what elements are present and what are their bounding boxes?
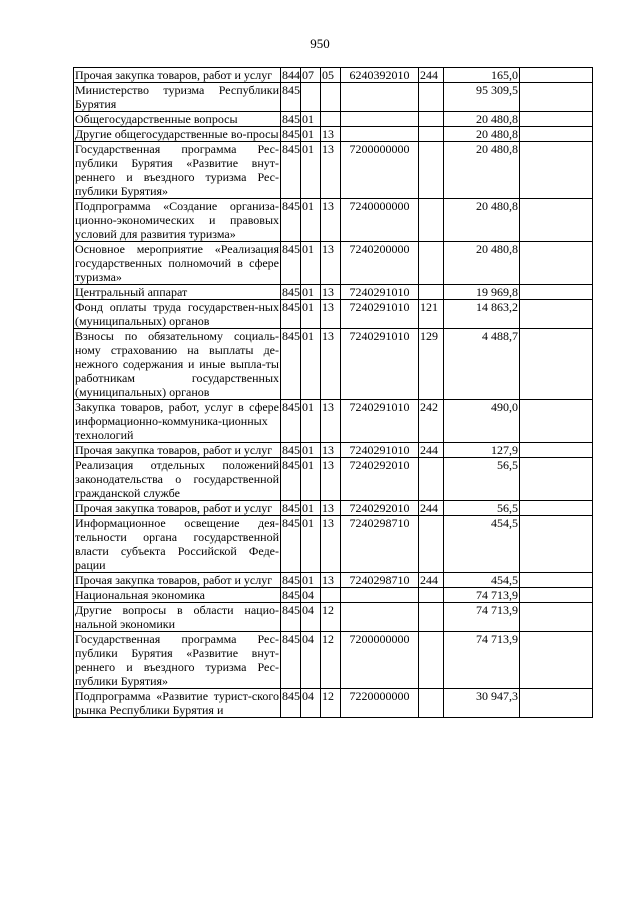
row-target-article-cell: 6240392010 (341, 68, 419, 83)
row-subsection-cell: 13 (321, 199, 341, 242)
row-section-cell: 04 (301, 689, 321, 718)
table-row (74, 573, 593, 588)
row-subsection-cell: 13 (321, 501, 341, 516)
row-amount-cell: 14 863,2 (444, 300, 520, 329)
row-expense-type-cell: 129 (419, 329, 444, 400)
row-admin-code-cell: 845 (282, 112, 300, 126)
row-section-cell: 01 (301, 516, 321, 573)
row-target-article-cell: 7240298710 (341, 516, 419, 573)
table-row (74, 458, 593, 501)
row-name-cell: Министерство туризма Республики Бурятия (75, 83, 279, 111)
row-amount-cell: 454,5 (444, 573, 520, 588)
row-empty-cell (520, 689, 593, 718)
row-name-cell: Основное мероприятие «Реализация государственных полномочий в сфере туризма» (75, 242, 279, 284)
row-empty-cell (520, 142, 593, 199)
budget-table (73, 67, 593, 718)
row-section-cell: 01 (301, 573, 321, 588)
row-admin-code-cell: 845 (282, 588, 300, 602)
row-admin-code-cell: 845 (282, 127, 300, 141)
table-row (74, 329, 593, 400)
row-target-article-cell: 7240292010 (341, 501, 419, 516)
row-subsection-cell (321, 588, 341, 603)
table-row (74, 603, 593, 632)
row-expense-type-cell (419, 112, 444, 127)
table-row (74, 689, 593, 718)
row-subsection-cell: 12 (321, 632, 341, 689)
row-admin-code-cell: 845 (282, 285, 300, 299)
row-target-article-cell (341, 588, 419, 603)
row-expense-type-cell (419, 142, 444, 199)
row-amount-cell: 74 713,9 (444, 603, 520, 632)
row-empty-cell (520, 588, 593, 603)
row-name-cell: Государственная программа Рес-публики Бурятия «Развитие внут-реннего и въездного туризма Рес-публики Бурятия» (75, 142, 279, 198)
row-section-cell: 01 (301, 329, 321, 400)
row-subsection-cell: 13 (321, 142, 341, 199)
row-amount-cell: 127,9 (444, 443, 520, 458)
row-name-cell: Прочая закупка товаров, работ и услуг (74, 501, 281, 516)
row-subsection-cell (321, 112, 341, 127)
row-name-cell: Другие вопросы в области нацио-нальной экономики (75, 603, 279, 631)
table-row (74, 127, 593, 142)
row-empty-cell (520, 458, 593, 501)
row-admin-code-cell: 845 (282, 573, 300, 587)
row-admin-code-cell: 845 (282, 443, 300, 457)
row-section-cell: 01 (301, 443, 321, 458)
row-empty-cell (520, 603, 593, 632)
row-empty-cell (520, 573, 593, 588)
row-empty-cell (520, 83, 593, 112)
row-amount-cell: 95 309,5 (444, 83, 520, 112)
row-expense-type-cell: 244 (419, 443, 444, 458)
row-admin-code-cell: 845 (281, 458, 301, 501)
row-empty-cell (520, 632, 593, 689)
row-name-cell: Центральный аппарат (74, 285, 281, 300)
row-name-cell: Прочая закупка товаров, работ и услуг (74, 443, 281, 458)
row-target-article-cell: 7240291010 (341, 329, 419, 400)
row-amount-cell: 165,0 (444, 68, 520, 83)
row-empty-cell (520, 127, 593, 142)
row-amount-cell: 19 969,8 (444, 285, 520, 300)
row-expense-type-cell: 244 (419, 68, 444, 83)
table-row (74, 112, 593, 127)
row-empty-cell (520, 300, 593, 329)
row-section-cell: 04 (301, 603, 321, 632)
row-amount-cell: 74 713,9 (444, 588, 520, 603)
row-subsection-cell: 12 (321, 603, 341, 632)
row-name-cell: Информационное освещение дея-тельности органа государственной власти субъекта Российской Феде-рации (75, 516, 279, 572)
table-row (74, 516, 593, 573)
table-row (74, 199, 593, 242)
row-subsection-cell: 13 (321, 458, 341, 501)
row-amount-cell: 20 480,8 (444, 242, 520, 285)
row-amount-cell: 30 947,3 (444, 689, 520, 718)
row-section-cell: 01 (301, 501, 321, 516)
row-expense-type-cell: 121 (419, 300, 444, 329)
row-empty-cell (520, 400, 593, 443)
row-target-article-cell: 7240291010 (341, 443, 419, 458)
row-section-cell: 01 (301, 199, 321, 242)
row-empty-cell (520, 68, 593, 83)
row-name-cell: Взносы по обязательному социаль-ному страхованию на выплаты де-нежного содержания и иные выпла-ты работникам государственных (муниципальных) органов (75, 329, 279, 399)
row-subsection-cell: 13 (321, 516, 341, 573)
row-expense-type-cell (419, 588, 444, 603)
row-subsection-cell: 13 (321, 242, 341, 285)
row-target-article-cell: 7240291010 (341, 300, 419, 329)
row-amount-cell: 20 480,8 (444, 127, 520, 142)
row-empty-cell (520, 285, 593, 300)
row-target-article-cell (341, 112, 419, 127)
row-amount-cell: 20 480,8 (444, 142, 520, 199)
row-target-article-cell: 7200000000 (341, 142, 419, 199)
row-admin-code-cell: 845 (281, 242, 301, 285)
row-amount-cell: 4 488,7 (444, 329, 520, 400)
row-target-article-cell: 7240292010 (341, 458, 419, 501)
row-expense-type-cell (419, 603, 444, 632)
row-amount-cell: 20 480,8 (444, 112, 520, 127)
row-name-cell: Закупка товаров, работ, услуг в сфере информационно-коммуника-ционных технологий (75, 400, 279, 442)
table-row (74, 285, 593, 300)
row-section-cell: 04 (301, 588, 321, 603)
row-expense-type-cell (419, 127, 444, 142)
row-expense-type-cell (419, 689, 444, 718)
row-amount-cell: 74 713,9 (444, 632, 520, 689)
row-name-cell: Прочая закупка товаров, работ и услуг (74, 68, 281, 83)
row-subsection-cell: 12 (321, 689, 341, 718)
row-empty-cell (520, 501, 593, 516)
row-empty-cell (520, 329, 593, 400)
row-subsection-cell: 13 (321, 300, 341, 329)
row-section-cell: 01 (301, 285, 321, 300)
row-name-cell: Прочая закупка товаров, работ и услуг (74, 573, 281, 588)
row-amount-cell: 56,5 (444, 501, 520, 516)
row-target-article-cell (341, 127, 419, 142)
row-amount-cell: 56,5 (444, 458, 520, 501)
row-admin-code-cell: 845 (281, 142, 301, 199)
row-empty-cell (520, 242, 593, 285)
table-row (74, 300, 593, 329)
row-admin-code-cell: 844 (282, 68, 300, 82)
row-empty-cell (520, 443, 593, 458)
row-expense-type-cell: 244 (419, 573, 444, 588)
row-target-article-cell (341, 603, 419, 632)
row-target-article-cell: 7200000000 (341, 632, 419, 689)
row-admin-code-cell: 845 (281, 329, 301, 400)
row-name-cell: Другие общегосударственные во-просы (75, 127, 279, 141)
row-target-article-cell: 7240291010 (341, 400, 419, 443)
row-name-cell: Подпрограмма «Развитие турист-ского рынка Республики Бурятия и (75, 689, 279, 717)
table-row (74, 400, 593, 443)
row-subsection-cell (321, 83, 341, 112)
table-row (74, 632, 593, 689)
row-amount-cell: 20 480,8 (444, 199, 520, 242)
table-row (74, 501, 593, 516)
row-name-cell: Подпрограмма «Создание организа-ционно-экономических и правовых условий для развития туризма» (75, 199, 279, 241)
row-admin-code-cell: 845 (281, 83, 301, 112)
table-row (74, 83, 593, 112)
row-name-cell: Национальная экономика (74, 588, 281, 603)
row-section-cell: 01 (301, 242, 321, 285)
row-section-cell: 01 (301, 112, 321, 127)
row-expense-type-cell (419, 632, 444, 689)
table-row (74, 242, 593, 285)
row-target-article-cell: 7240200000 (341, 242, 419, 285)
row-admin-code-cell: 845 (281, 689, 301, 718)
row-name-cell: Государственная программа Рес-публики Бурятия «Развитие внут-реннего и въездного туризма Рес-публики Бурятия» (75, 632, 279, 688)
table-row (74, 588, 593, 603)
row-target-article-cell: 7240298710 (341, 573, 419, 588)
row-empty-cell (520, 516, 593, 573)
row-section-cell: 07 (301, 68, 321, 83)
row-section-cell (301, 83, 321, 112)
row-admin-code-cell: 845 (281, 199, 301, 242)
row-expense-type-cell: 244 (419, 501, 444, 516)
table-row (74, 68, 593, 83)
row-subsection-cell: 13 (321, 285, 341, 300)
row-expense-type-cell (419, 285, 444, 300)
row-amount-cell: 454,5 (444, 516, 520, 573)
row-admin-code-cell: 845 (281, 300, 301, 329)
row-admin-code-cell: 845 (281, 400, 301, 443)
row-section-cell: 01 (301, 142, 321, 199)
row-admin-code-cell: 845 (282, 501, 300, 515)
row-empty-cell (520, 199, 593, 242)
row-section-cell: 01 (301, 458, 321, 501)
row-subsection-cell: 13 (321, 443, 341, 458)
table-row (74, 142, 593, 199)
row-target-article-cell: 7220000000 (341, 689, 419, 718)
row-expense-type-cell (419, 199, 444, 242)
row-admin-code-cell: 845 (281, 632, 301, 689)
row-expense-type-cell (419, 242, 444, 285)
row-subsection-cell: 05 (321, 68, 341, 83)
row-target-article-cell: 7240291010 (341, 285, 419, 300)
table-body (74, 68, 593, 718)
row-expense-type-cell (419, 458, 444, 501)
row-name-cell: Общегосударственные вопросы (74, 112, 281, 127)
row-subsection-cell: 13 (321, 127, 341, 142)
row-section-cell: 01 (301, 127, 321, 142)
table-row (74, 443, 593, 458)
row-name-cell: Реализация отдельных положений законодательства о государственной гражданской службе (75, 458, 279, 500)
row-section-cell: 01 (301, 400, 321, 443)
row-target-article-cell: 7240000000 (341, 199, 419, 242)
row-target-article-cell (341, 83, 419, 112)
row-expense-type-cell: 242 (419, 400, 444, 443)
row-name-cell: Фонд оплаты труда государствен-ных (муниципальных) органов (75, 300, 279, 328)
row-subsection-cell: 13 (321, 329, 341, 400)
row-section-cell: 01 (301, 300, 321, 329)
row-section-cell: 04 (301, 632, 321, 689)
row-expense-type-cell (419, 83, 444, 112)
row-admin-code-cell: 845 (281, 603, 301, 632)
row-subsection-cell: 13 (321, 400, 341, 443)
row-amount-cell: 490,0 (444, 400, 520, 443)
row-empty-cell (520, 112, 593, 127)
row-subsection-cell: 13 (321, 573, 341, 588)
row-expense-type-cell (419, 516, 444, 573)
page-number: 950 (310, 36, 330, 51)
row-admin-code-cell: 845 (281, 516, 301, 573)
